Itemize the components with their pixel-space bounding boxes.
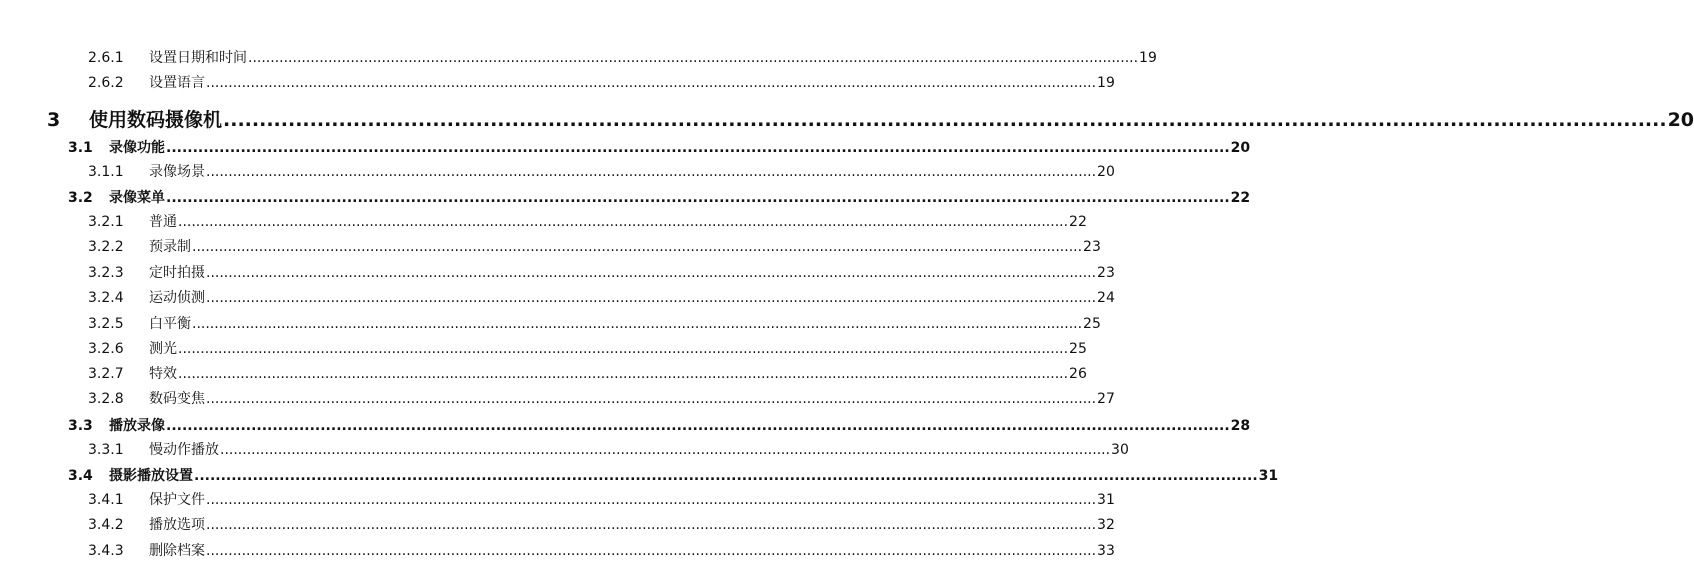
dot-leader: ........................................................................................................................................................................................................ xyxy=(248,50,1139,66)
toc-entry-leader xyxy=(109,137,1251,159)
toc-entry-leader xyxy=(149,262,1115,284)
toc-entry-page: 23 xyxy=(1083,239,1101,255)
toc-entry-page: 32 xyxy=(1097,517,1115,533)
toc-entry-page: 26 xyxy=(1069,366,1087,382)
toc-entry[interactable] xyxy=(0,540,1115,562)
toc-entry-page: 31 xyxy=(1258,468,1279,484)
toc-entry-page: 33 xyxy=(1097,543,1115,559)
toc-entry-title: 录像菜单 xyxy=(109,190,165,206)
dot-leader: ........................................................................................................................................................................................................ xyxy=(206,517,1097,533)
toc-entry-leader xyxy=(149,489,1115,511)
toc-entry-title: 保护文件 xyxy=(149,492,205,508)
dot-leader: ........................................................................................................................................................................................................ xyxy=(206,290,1097,306)
toc-entry[interactable] xyxy=(0,262,1115,284)
toc-entry-page: 30 xyxy=(1111,442,1129,458)
toc-entry[interactable] xyxy=(0,211,1087,233)
toc-entry[interactable] xyxy=(0,137,1251,159)
toc-entry[interactable] xyxy=(0,514,1115,536)
toc-entry-number: 3 xyxy=(47,109,61,131)
toc-entry-number: 3.2.8 xyxy=(88,391,124,407)
toc-entry-page: 19 xyxy=(1097,75,1115,91)
toc-entry-number: 3.3.1 xyxy=(88,442,124,458)
toc-entry-leader xyxy=(109,187,1251,209)
toc-entry-number: 3.2.7 xyxy=(88,366,124,382)
toc-entry-number: 3.1 xyxy=(68,140,93,156)
dot-leader: ........................................................................................................................................................................................................ xyxy=(192,239,1083,255)
toc-entry-number: 2.6.2 xyxy=(88,75,124,91)
toc-entry-leader xyxy=(149,287,1115,309)
toc-entry-title: 运动侦测 xyxy=(149,290,205,306)
toc-entry-leader xyxy=(89,105,1694,135)
dot-leader: ........................................................................................................................................................................................................ xyxy=(178,341,1069,357)
toc-entry-leader xyxy=(149,388,1115,410)
toc-entry-title: 录像场景 xyxy=(149,164,205,180)
toc-entry-leader xyxy=(109,465,1279,487)
toc-entry-title: 慢动作播放 xyxy=(149,442,219,458)
toc-entry-number: 3.4 xyxy=(68,468,93,484)
toc-entry[interactable] xyxy=(0,72,1115,94)
toc-entry-title: 摄影播放设置 xyxy=(109,468,193,484)
toc-entry-page: 22 xyxy=(1230,190,1251,206)
toc-entry-page: 19 xyxy=(1139,50,1157,66)
toc-entry-leader xyxy=(149,236,1101,258)
toc-entry[interactable] xyxy=(0,161,1115,183)
toc-entry-leader xyxy=(149,211,1087,233)
dot-leader: ........................................................................................................................................................................................................ xyxy=(220,442,1111,458)
toc-entry-number: 3.4.1 xyxy=(88,492,124,508)
toc-entry-title: 播放选项 xyxy=(149,517,205,533)
toc-entry-title: 预录制 xyxy=(149,239,191,255)
toc-entry-number: 3.2.3 xyxy=(88,265,124,281)
toc-entry-page: 31 xyxy=(1097,492,1115,508)
dot-leader: ........................................................................................................................................................................................................ xyxy=(166,418,1230,434)
toc-entry-page: 25 xyxy=(1069,341,1087,357)
toc-entry[interactable] xyxy=(0,415,1251,437)
toc-entry[interactable] xyxy=(0,105,1694,135)
toc-entry[interactable] xyxy=(0,236,1101,258)
dot-leader: ........................................................................................................................................................................................................ xyxy=(166,190,1230,206)
dot-leader: ........................................................................................................................................................................................................ xyxy=(166,140,1230,156)
toc-entry-title: 普通 xyxy=(149,214,177,230)
toc-entry-number: 3.2.2 xyxy=(88,239,124,255)
toc-entry-page: 24 xyxy=(1097,290,1115,306)
toc-entry-page: 27 xyxy=(1097,391,1115,407)
toc-entry-leader xyxy=(149,363,1087,385)
toc-entry-number: 3.4.3 xyxy=(88,543,124,559)
toc-entry[interactable] xyxy=(0,187,1251,209)
toc-entry[interactable] xyxy=(0,47,1157,69)
toc-entry[interactable] xyxy=(0,465,1279,487)
toc-entry-page: 23 xyxy=(1097,265,1115,281)
toc-entry-number: 3.2.4 xyxy=(88,290,124,306)
dot-leader: ........................................................................................................................................................................................................ xyxy=(206,75,1097,91)
toc-entry-title: 使用数码摄像机 xyxy=(89,109,223,131)
toc-entry-page: 20 xyxy=(1097,164,1115,180)
toc-entry-page: 28 xyxy=(1230,418,1251,434)
toc-entry-number: 2.6.1 xyxy=(88,50,124,66)
toc-entry-number: 3.3 xyxy=(68,418,93,434)
toc-entry-leader xyxy=(149,47,1157,69)
toc-entry-number: 3.4.2 xyxy=(88,517,124,533)
toc-entry-title: 数码变焦 xyxy=(149,391,205,407)
toc-entry[interactable] xyxy=(0,363,1087,385)
toc-entry-leader xyxy=(149,439,1129,461)
toc-entry-title: 删除档案 xyxy=(149,543,205,559)
toc-entry-leader xyxy=(109,415,1251,437)
toc-entry-leader xyxy=(149,313,1101,335)
toc-entry-leader xyxy=(149,72,1115,94)
toc-entry-title: 设置日期和时间 xyxy=(149,50,247,66)
toc-entry-page: 20 xyxy=(1667,109,1694,131)
toc-entry-number: 3.1.1 xyxy=(88,164,124,180)
toc-entry-leader xyxy=(149,161,1115,183)
toc-entry-number: 3.2.6 xyxy=(88,341,124,357)
toc-entry-number: 3.2.5 xyxy=(88,316,124,332)
toc-entry-page: 25 xyxy=(1083,316,1101,332)
toc-entry-title: 测光 xyxy=(149,341,177,357)
toc-entry-title: 录像功能 xyxy=(109,140,165,156)
dot-leader: ........................................................................................................................................................................................................ xyxy=(206,265,1097,281)
toc-entry-page: 22 xyxy=(1069,214,1087,230)
toc-entry-title: 特效 xyxy=(149,366,177,382)
dot-leader: ........................................................................................................................................................................................................ xyxy=(194,468,1258,484)
dot-leader: ........................................................................................................................................................................................................ xyxy=(223,109,1667,131)
dot-leader: ........................................................................................................................................................................................................ xyxy=(206,391,1097,407)
dot-leader: ........................................................................................................................................................................................................ xyxy=(178,214,1069,230)
toc-entry-title: 白平衡 xyxy=(149,316,191,332)
toc-entry-title: 设置语言 xyxy=(149,75,205,91)
toc-entry-title: 定时拍摄 xyxy=(149,265,205,281)
dot-leader: ........................................................................................................................................................................................................ xyxy=(206,164,1097,180)
toc-entry-leader xyxy=(149,540,1115,562)
toc-entry-title: 播放录像 xyxy=(109,418,165,434)
toc-entry[interactable] xyxy=(0,439,1129,461)
toc-entry[interactable] xyxy=(0,489,1115,511)
toc-entry[interactable] xyxy=(0,388,1115,410)
toc-entry-leader xyxy=(149,338,1087,360)
toc-entry-number: 3.2.1 xyxy=(88,214,124,230)
dot-leader: ........................................................................................................................................................................................................ xyxy=(206,492,1097,508)
toc-entry[interactable] xyxy=(0,287,1115,309)
dot-leader: ........................................................................................................................................................................................................ xyxy=(192,316,1083,332)
toc-entry[interactable] xyxy=(0,313,1101,335)
toc-entry-leader xyxy=(149,514,1115,536)
dot-leader: ........................................................................................................................................................................................................ xyxy=(206,543,1097,559)
toc-entry-page: 20 xyxy=(1230,140,1251,156)
toc-entry[interactable] xyxy=(0,338,1087,360)
toc-entry-number: 3.2 xyxy=(68,190,93,206)
dot-leader: ........................................................................................................................................................................................................ xyxy=(178,366,1069,382)
